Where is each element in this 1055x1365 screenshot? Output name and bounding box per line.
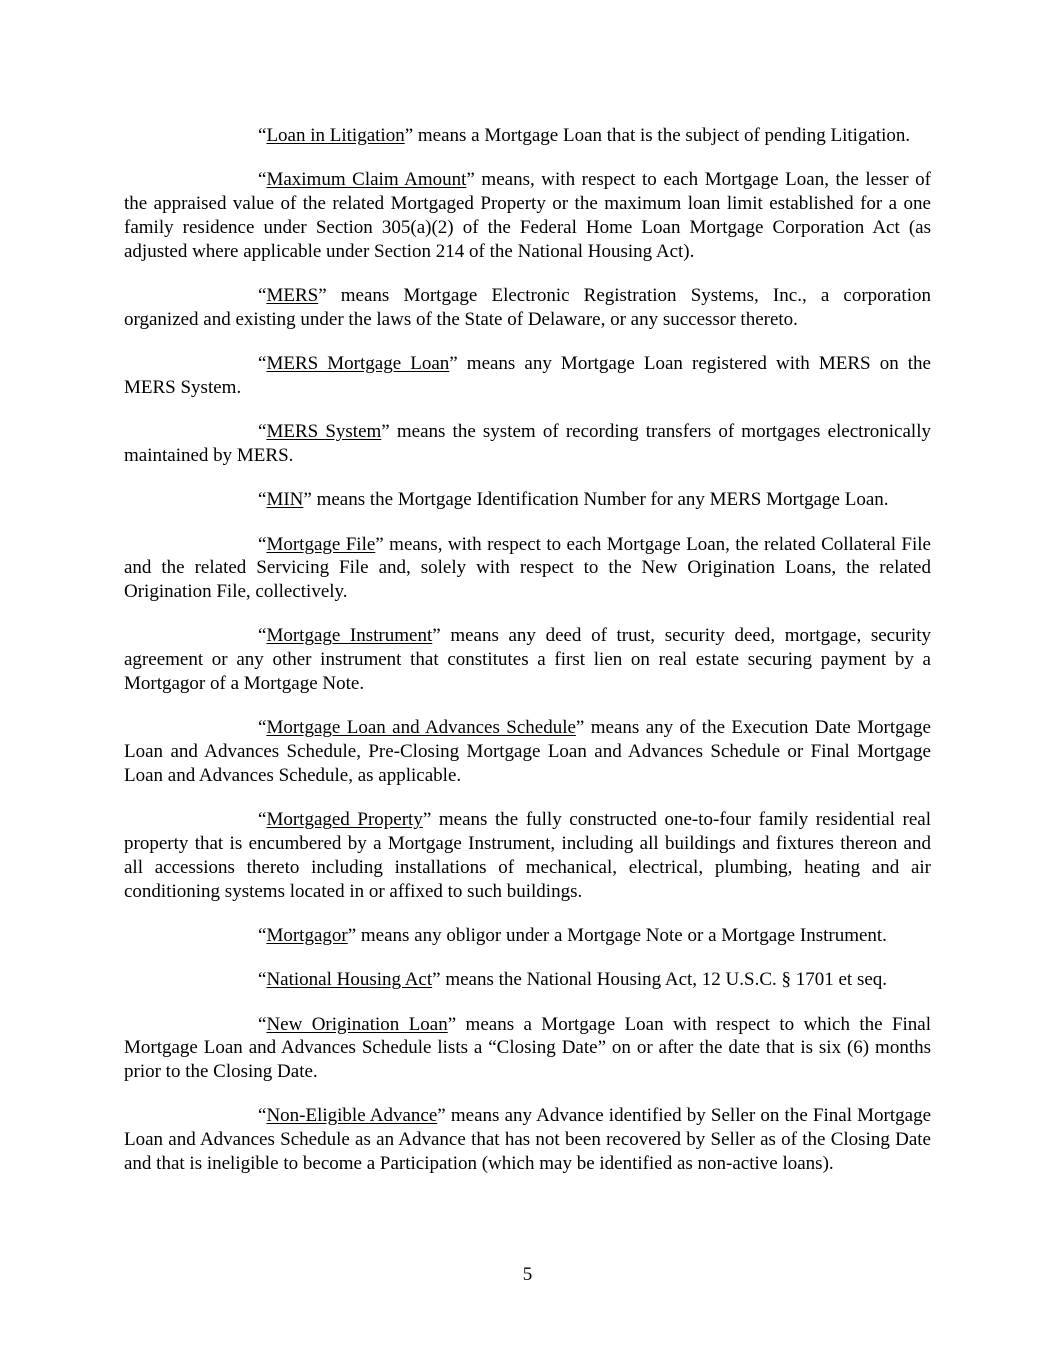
definition-text: ” means the fully constructed one-to-four family residential real property that is encumbered by a Mortgage Instrument, including all buildings and fixtures thereon and all accessions thereto including installations of mechanical, electrical, plumbing, heating and air conditioning systems located in or affixed to such buildings. <box>124 809 931 902</box>
defined-term: Mortgaged Property <box>266 809 423 831</box>
definition-mortgage-file: “Mortgage File” means, with respect to each Mortgage Loan, the related Collateral File and the related Servicing File and, solely with respect to the New Origination Loans, the related Origination File, collectively. <box>124 533 931 603</box>
definition-mortgage-instrument: “Mortgage Instrument” means any deed of trust, security deed, mortgage, security agreement or any other instrument that constitutes a first lien on real estate securing payment by a Mortgagor of a Mortgage Note. <box>124 625 931 695</box>
defined-term: Mortgage Instrument <box>266 625 433 647</box>
definition-mers: “MERS” means Mortgage Electronic Registration Systems, Inc., a corporation organized and existing under the laws of the State of Delaware, or any successor thereto. <box>124 284 931 330</box>
definition-mortgage-loan-and-advances-schedule: “Mortgage Loan and Advances Schedule” means any of the Execution Date Mortgage Loan and Advances Schedule, Pre-Closing Mortgage Loan and Advances Schedule or Final Mortgage Loan and Advances Schedule, as applicable. <box>124 717 931 786</box>
definition-text: ” means the Mortgage Identification Number for any MERS Mortgage Loan. <box>303 489 889 511</box>
defined-term: MERS System <box>266 421 382 443</box>
definition-text: ” means a Mortgage Loan with respect to which the Final Mortgage Loan and Advances Schedule lists a “Closing Date” on or after the date that is six (6) months prior to the Closing Date. <box>124 1013 931 1083</box>
definition-text: ” means Mortgage Electronic Registration Systems, Inc., a corporation organized and existing under the laws of the State of Delaware, or any successor thereto. <box>124 284 931 330</box>
definition-text: ” means a Mortgage Loan that is the subject of pending Litigation. <box>404 125 911 146</box>
definition-mortgagor: “Mortgagor” means any obligor under a Mortgage Note or a Mortgage Instrument. <box>258 924 887 946</box>
definition-text: ” means, with respect to each Mortgage Loan, the related Collateral File and the related Servicing File and, solely with respect to the New Origination Loans, the related Origination File, collectively. <box>124 533 931 603</box>
defined-term: MERS <box>266 284 319 306</box>
definition-mers-system: “MERS System” means the system of recording transfers of mortgages electronically maintained by MERS. <box>124 421 931 466</box>
defined-term: MERS Mortgage Loan <box>266 353 450 375</box>
page-number: 5 <box>522 1264 533 1285</box>
definition-maximum-claim-amount: “Maximum Claim Amount” means, with respect to each Mortgage Loan, the lesser of the appraised value of the related Mortgaged Property or the maximum loan limit established for a one family residence under Section 305(a)(2) of the Federal Home Loan Mortgage Corporation Act (as adjusted where applicable under Section 214 of the National Housing Act). <box>124 169 931 262</box>
defined-term: Maximum Claim Amount <box>266 169 467 191</box>
definition-min: “MIN” means the Mortgage Identification Number for any MERS Mortgage Loan. <box>258 489 889 511</box>
defined-term: New Origination Loan <box>266 1013 448 1035</box>
defined-term: Non-Eligible Advance <box>266 1105 438 1127</box>
definition-mers-mortgage-loan: “MERS Mortgage Loan” means any Mortgage Loan registered with MERS on the MERS System. <box>124 353 931 398</box>
definition-mortgaged-property: “Mortgaged Property” means the fully constructed one-to-four family residential real property that is encumbered by a Mortgage Instrument, including all buildings and fixtures thereon and all accessions thereto including installations of mechanical, electrical, plumbing, heating and air conditioning systems located in or affixed to such buildings. <box>124 809 931 902</box>
definition-text: ” means any Mortgage Loan registered with MERS on the MERS System. <box>124 353 931 398</box>
definition-loan-in-litigation: “Loan in Litigation” means a Mortgage Loan that is the subject of pending Litigation. <box>258 125 911 146</box>
defined-term: Mortgage File <box>266 533 376 555</box>
definition-text: ” means any of the Execution Date Mortgage Loan and Advances Schedule, Pre-Closing Mortgage Loan and Advances Schedule or Final Mortgage Loan and Advances Schedule, as applicable. <box>124 717 931 786</box>
definition-text: ” means any deed of trust, security deed, mortgage, security agreement or any other instrument that constitutes a first lien on real estate securing payment by a Mortgagor of a Mortgage Note. <box>124 625 931 695</box>
definition-new-origination-loan: “New Origination Loan” means a Mortgage Loan with respect to which the Final Mortgage Loan and Advances Schedule lists a “Closing Date” on or after the date that is six (6) months prior to the Closing Date. <box>124 1013 931 1083</box>
definition-national-housing-act: “National Housing Act” means the National Housing Act, 12 U.S.C. § 1701 et seq. <box>258 969 888 991</box>
defined-term: Loan in Litigation <box>266 125 405 146</box>
defined-term: Mortgagor <box>266 924 348 946</box>
defined-term: National Housing Act <box>266 969 433 991</box>
definition-text: ” means any Advance identified by Seller on the Final Mortgage Loan and Advances Schedule as an Advance that has not been recovered by Seller as of the Closing Date and that is ineligible to become a Participation (which may be identified as non-active loans). <box>124 1105 931 1174</box>
definition-text: ” means the National Housing Act, 12 U.S.C. § 1701 et seq. <box>432 969 888 991</box>
document-page <box>124 124 931 1196</box>
defined-term: Mortgage Loan and Advances Schedule <box>266 717 576 739</box>
definition-text: ” means the system of recording transfers of mortgages electronically maintained by MERS. <box>124 421 931 466</box>
definition-text: ” means, with respect to each Mortgage Loan, the lesser of the appraised value of the related Mortgaged Property or the maximum loan limit established for a one family residence under Section 305(a)(2) of the Federal Home Loan Mortgage Corporation Act (as adjusted where applicable under Section 214 of the National Housing Act). <box>124 169 931 262</box>
definition-non-eligible-advance: “Non-Eligible Advance” means any Advance identified by Seller on the Final Mortgage Loan and Advances Schedule as an Advance that has not been recovered by Seller as of the Closing Date and that is ineligible to become a Participation (which may be identified as non-active loans). <box>124 1105 931 1174</box>
defined-term: MIN <box>266 489 304 511</box>
definition-text: ” means any obligor under a Mortgage Note or a Mortgage Instrument. <box>347 924 887 946</box>
